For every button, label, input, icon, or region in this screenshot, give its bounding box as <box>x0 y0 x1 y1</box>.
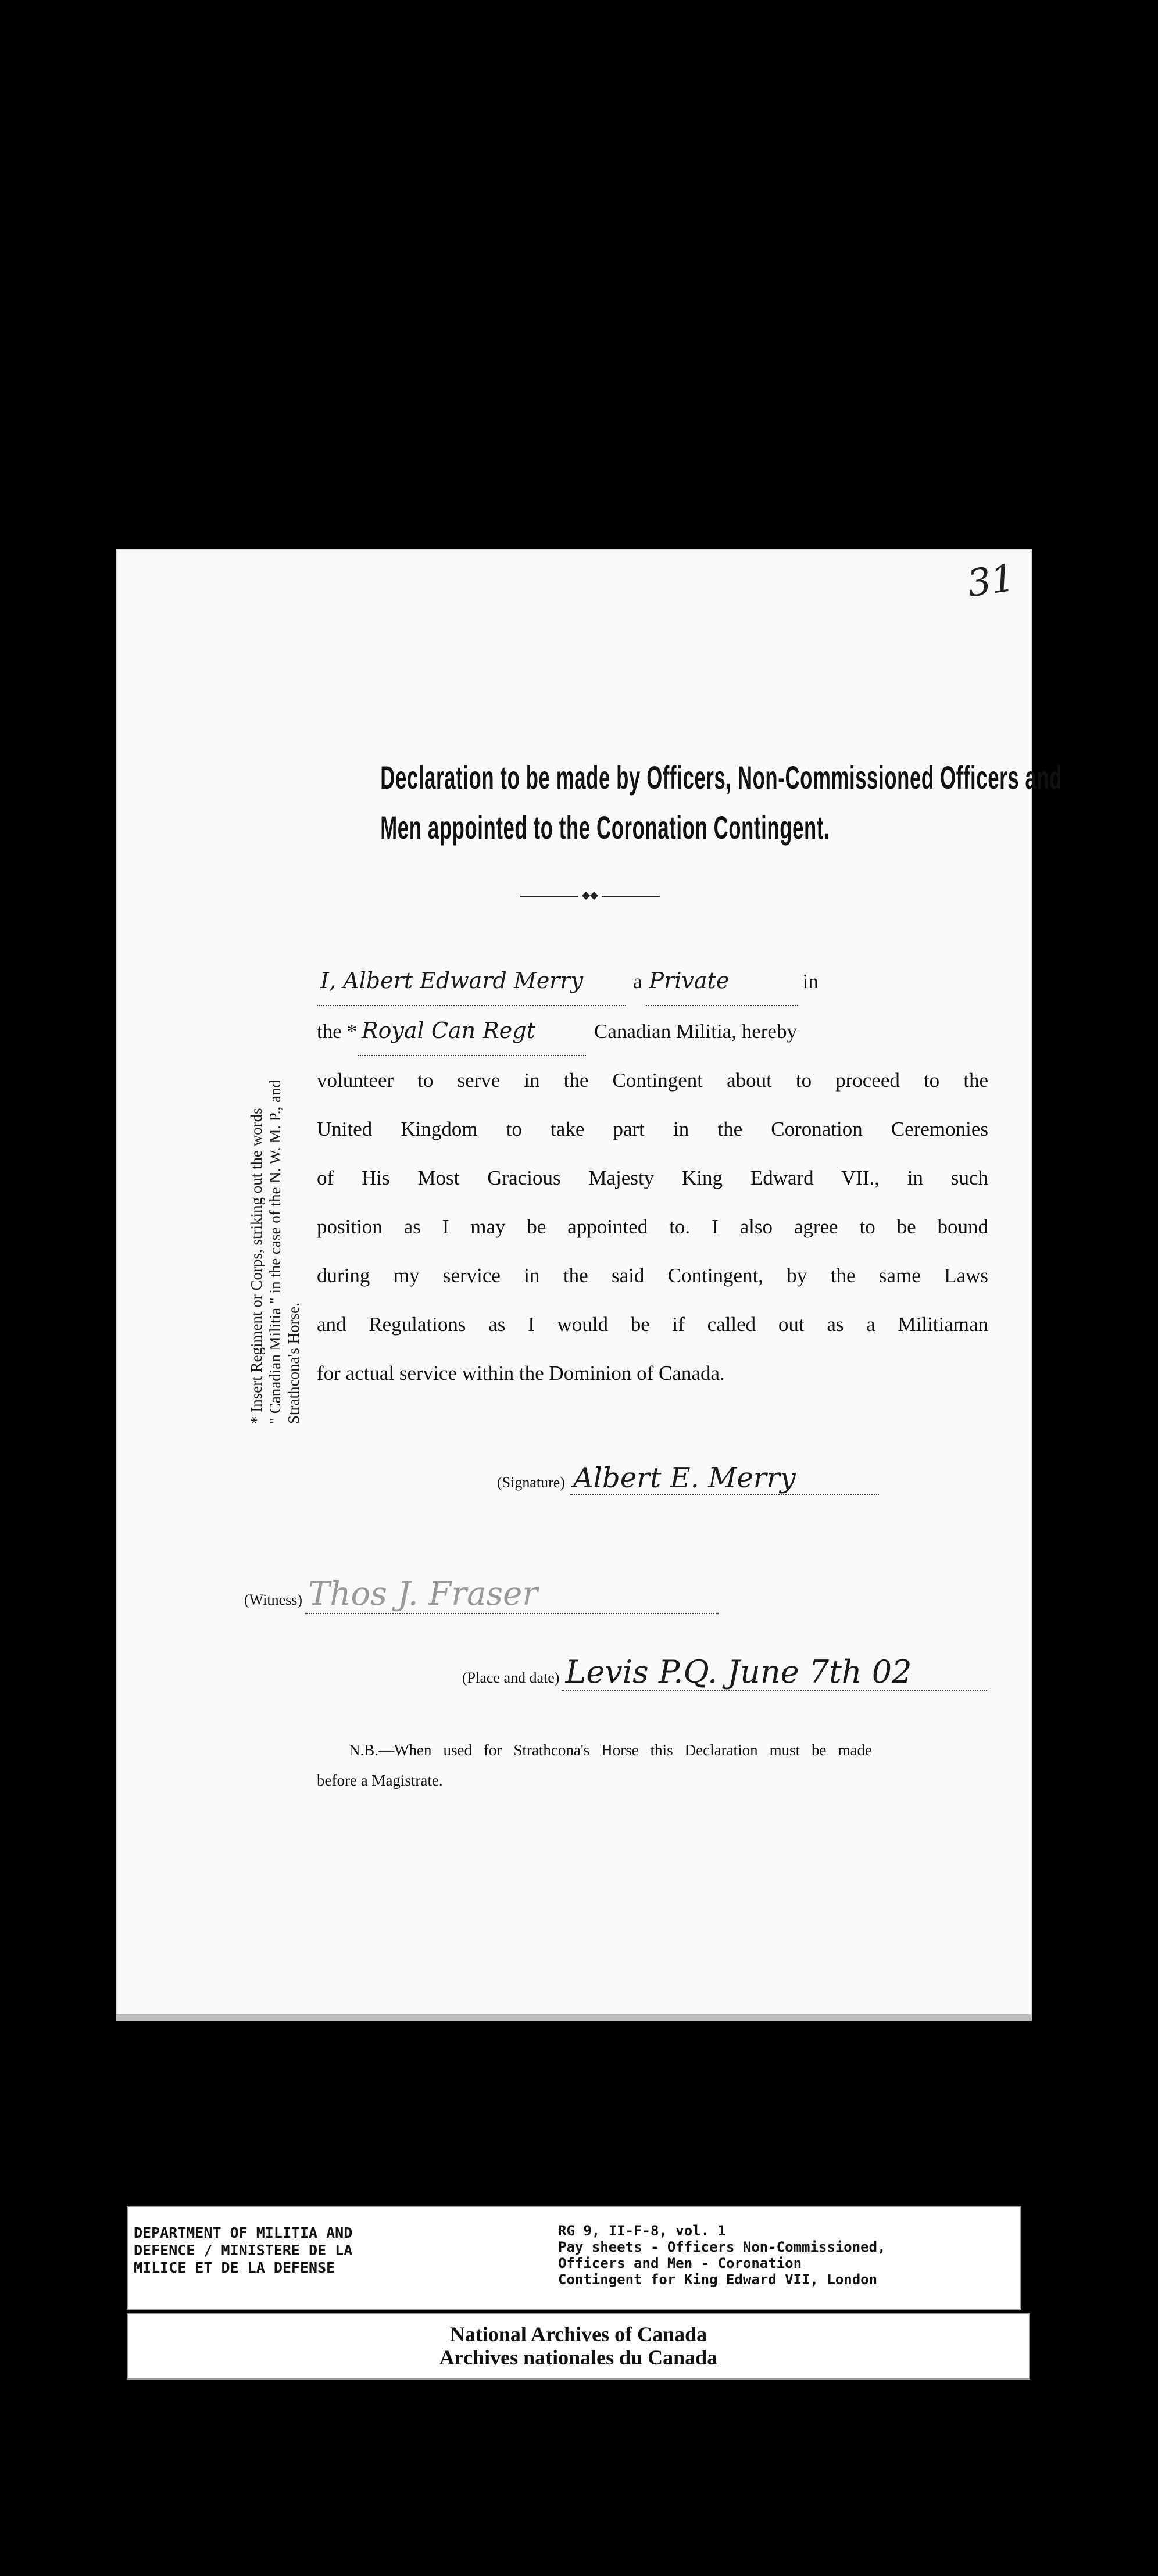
place-date-row <box>462 1654 987 1691</box>
militia-text: Canadian Militia, hereby <box>594 1020 797 1043</box>
title-line-1: Declaration to be made by Officers, Non-Commissioned Officers and <box>380 759 1063 796</box>
name-field: I, Albert Edward Merry <box>317 956 626 1006</box>
declaration-line-6: position as I may be appointed to. I also agree to be bound <box>317 1215 988 1238</box>
record-line-1: RG 9, II-F-8, vol. 1 <box>558 2223 726 2239</box>
divider-rule-left <box>520 896 578 897</box>
declaration-line-7: during my service in the said Contingent, by the same Laws <box>317 1264 988 1287</box>
nb-line-1: N.B.—When used for Strathcona's Horse this Declaration must be made <box>349 1741 872 1759</box>
declaration-line-4: United Kingdom to take part in the Coronation Ceremonies <box>317 1118 988 1140</box>
declaration-line-9: for actual service within the Dominion of Canada. <box>317 1362 725 1384</box>
declaration-line-1 <box>317 956 988 1006</box>
department-label <box>134 2224 436 2277</box>
page-bottom-edge <box>116 2014 1032 2021</box>
place-date-field: Levis P.Q. June 7th 02 <box>562 1654 987 1691</box>
archive-reference-panel <box>127 2206 1021 2310</box>
record-line-3: Officers and Men - Coronation <box>558 2255 802 2271</box>
signature-label: (Signature) <box>497 1474 565 1491</box>
ornament-divider <box>520 892 660 900</box>
archives-label-panel <box>127 2313 1030 2380</box>
archives-french: Archives nationales du Canada <box>439 2346 718 2369</box>
witness-field: Thos J. Fraser <box>305 1575 719 1614</box>
place-date-label: (Place and date) <box>462 1669 560 1686</box>
side-note-line-3: Strathcona's Horse. <box>285 1303 302 1424</box>
side-note-line-2: " Canadian Militia " in the case of the N. W. M. P., and <box>266 1080 284 1424</box>
divider-diamond-icon <box>582 892 590 900</box>
word-the: the * <box>317 1020 358 1043</box>
department-line-2: DEFENCE / MINISTERE DE LA <box>134 2242 353 2259</box>
record-line-4: Contingent for King Edward VII, London <box>558 2271 878 2288</box>
divider-diamond-icon <box>590 892 598 900</box>
signature-row <box>497 1462 879 1495</box>
document-page <box>116 549 1063 2021</box>
title-line-2: Men appointed to the Coronation Contingent. <box>380 809 830 846</box>
declaration-line-5: of His Most Gracious Majesty King Edward VII., in such <box>317 1167 988 1189</box>
side-note-line-1: * Insert Regiment or Corps, striking out the words <box>248 1108 265 1424</box>
regiment-field: Royal Can Regt <box>358 1006 586 1056</box>
declaration-line-3: volunteer to serve in the Contingent about to proceed to the <box>317 1069 988 1092</box>
declaration-text <box>317 956 988 1398</box>
department-line-1: DEPARTMENT OF MILITIA AND <box>134 2224 353 2241</box>
article-a: a <box>633 970 642 993</box>
witness-label: (Witness) <box>244 1591 303 1608</box>
word-in: in <box>802 970 819 993</box>
divider-rule-right <box>602 896 660 897</box>
nb-note <box>317 1735 872 1795</box>
record-line-2: Pay sheets - Officers Non-Commissioned, <box>558 2239 886 2255</box>
archives-english: National Archives of Canada <box>449 2323 707 2346</box>
department-line-3: MILICE ET DE LA DEFENSE <box>134 2259 335 2276</box>
nb-line-2: before a Magistrate. <box>317 1772 443 1789</box>
declaration-line-2 <box>317 1006 988 1056</box>
record-reference <box>558 2223 1017 2288</box>
signature-field: Albert E. Merry <box>570 1462 879 1495</box>
witness-row <box>244 1575 719 1614</box>
side-note <box>247 1006 317 1424</box>
page-title <box>380 753 1063 853</box>
page-number: 31 <box>964 556 1017 606</box>
declaration-line-8: and Regulations as I would be if called out as a Militiaman <box>317 1313 988 1336</box>
rank-field: Private <box>646 956 798 1006</box>
